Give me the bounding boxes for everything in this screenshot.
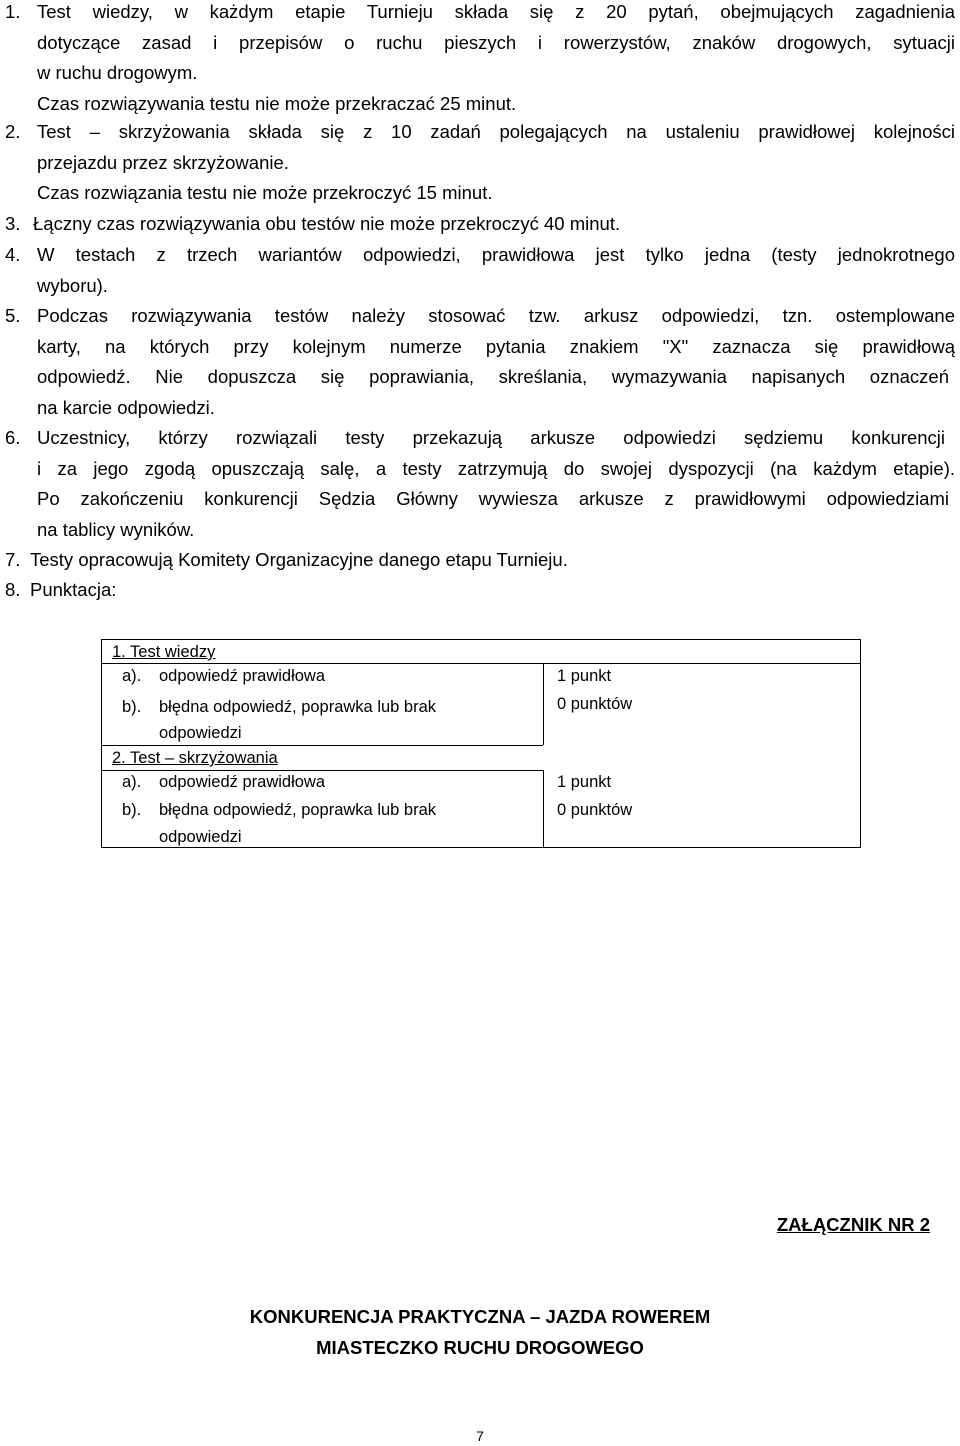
option-description: błędna odpowiedź, poprawka lub brak <box>159 698 437 716</box>
rule-line: Uczestnicy, którzy rozwiązali testy przekazują arkusze odpowiedzi sędziemu konkurencji <box>37 427 945 448</box>
option-points: 0 punktów <box>557 695 633 713</box>
option-points: 0 punktów <box>557 801 633 819</box>
section-title-knowledge-test: 1. Test wiedzy <box>112 643 216 661</box>
rule-number: 3. <box>5 213 21 234</box>
rule-text <box>30 575 955 606</box>
rule-8 <box>5 575 955 606</box>
rule-4 <box>5 240 955 301</box>
rule-line: Czas rozwiązywania testu nie może przekraczać 25 minut. <box>37 92 517 114</box>
rule-line: i za jego zgodą opuszczają salę, a testy zatrzymują do swojej dyspozycji (na każdym etapie). <box>37 457 955 479</box>
rule-line: Punktacja: <box>30 579 117 600</box>
option-letter: b). <box>122 801 142 819</box>
rule-line: dotyczące zasad i przepisów o ruchu pieszych i rowerzystów, znaków drogowych, sytuacji <box>37 31 955 53</box>
option-points: 1 punkt <box>557 667 612 685</box>
rule-number: 7. <box>5 549 21 570</box>
rule-text <box>37 301 955 423</box>
rule-text <box>37 0 955 119</box>
rule-line: Test wiedzy, w każdym etapie Turnieju składa się z 20 pytań, obejmujących zagadnienia <box>37 1 955 22</box>
rule-2 <box>5 117 955 209</box>
rule-line: Czas rozwiązania testu nie może przekroczyć 15 minut. <box>37 182 493 203</box>
rule-line: Test – skrzyżowania składa się z 10 zadań polegających na ustaleniu prawidłowej kolejności <box>37 121 955 142</box>
rule-line: Testy opracowują Komitety Organizacyjne danego etapu Turnieju. <box>30 549 568 570</box>
rule-number: 4. <box>5 244 21 265</box>
rule-text <box>37 240 955 301</box>
rule-line: Łączny czas rozwiązywania obu testów nie może przekroczyć 40 minut. <box>33 213 621 234</box>
option-description: błędna odpowiedź, poprawka lub brak <box>159 801 437 819</box>
option-letter: a). <box>122 773 142 791</box>
column-divider <box>543 663 544 745</box>
rule-text <box>37 423 955 545</box>
rule-line: przejazdu przez skrzyżowanie. <box>37 151 289 173</box>
rule-5 <box>5 301 955 423</box>
rule-line: wyboru). <box>37 274 108 296</box>
rule-line: odpowiedź. Nie dopuszcza się poprawiania, skreślania, wymazywania napisanych oznaczeń <box>37 366 949 387</box>
rule-number: 5. <box>5 305 21 326</box>
rule-line: Podczas rozwiązywania testów należy stosować tzw. arkusz odpowiedzi, tzn. ostemplowane <box>37 305 955 326</box>
option-description: odpowiedź prawidłowa <box>159 773 326 791</box>
option-description: odpowiedź prawidłowa <box>159 667 326 685</box>
rule-line: Po zakończeniu konkurencji Sędzia Główny wywiesza arkusze z prawidłowymi odpowiedziami <box>37 488 949 509</box>
option-points: 1 punkt <box>557 773 612 791</box>
rule-number: 2. <box>5 121 21 142</box>
section-subheading: MIASTECZKO RUCHU DROGOWEGO <box>316 1337 644 1358</box>
rule-text <box>30 545 955 576</box>
scoring-table <box>101 639 861 848</box>
rule-line: karty, na których przy kolejnym numerze pytania znakiem "X" zaznacza się prawidłową <box>37 335 955 357</box>
option-letter: a). <box>122 667 142 685</box>
section-heading: KONKURENCJA PRAKTYCZNA – JAZDA ROWEREM <box>249 1306 711 1327</box>
column-divider <box>543 770 544 848</box>
option-letter: b). <box>122 698 142 716</box>
option-description-continued: odpowiedzi <box>159 724 242 742</box>
rule-text <box>33 209 955 240</box>
rule-number: 8. <box>5 579 21 600</box>
section-title-intersection-test: 2. Test – skrzyżowania <box>112 749 278 767</box>
option-description-continued: odpowiedzi <box>159 828 242 846</box>
divider <box>102 745 543 746</box>
rule-line: na karcie odpowiedzi. <box>37 396 215 418</box>
divider <box>102 663 861 664</box>
page-number: 7 <box>476 1428 484 1444</box>
rule-number: 6. <box>5 427 21 448</box>
rule-text <box>37 117 955 209</box>
rule-6 <box>5 423 955 545</box>
rule-7 <box>5 545 955 576</box>
rule-3 <box>5 209 955 240</box>
rule-number: 1. <box>5 1 21 22</box>
rule-1 <box>5 0 955 119</box>
rule-line: W testach z trzech wariantów odpowiedzi, prawidłowa jest tylko jedna (testy jednokrotnego <box>37 244 955 265</box>
appendix-label: ZAŁĄCZNIK NR 2 <box>776 1214 930 1235</box>
rule-line: w ruchu drogowym. <box>37 62 198 83</box>
rule-line: na tablicy wyników. <box>37 518 195 540</box>
